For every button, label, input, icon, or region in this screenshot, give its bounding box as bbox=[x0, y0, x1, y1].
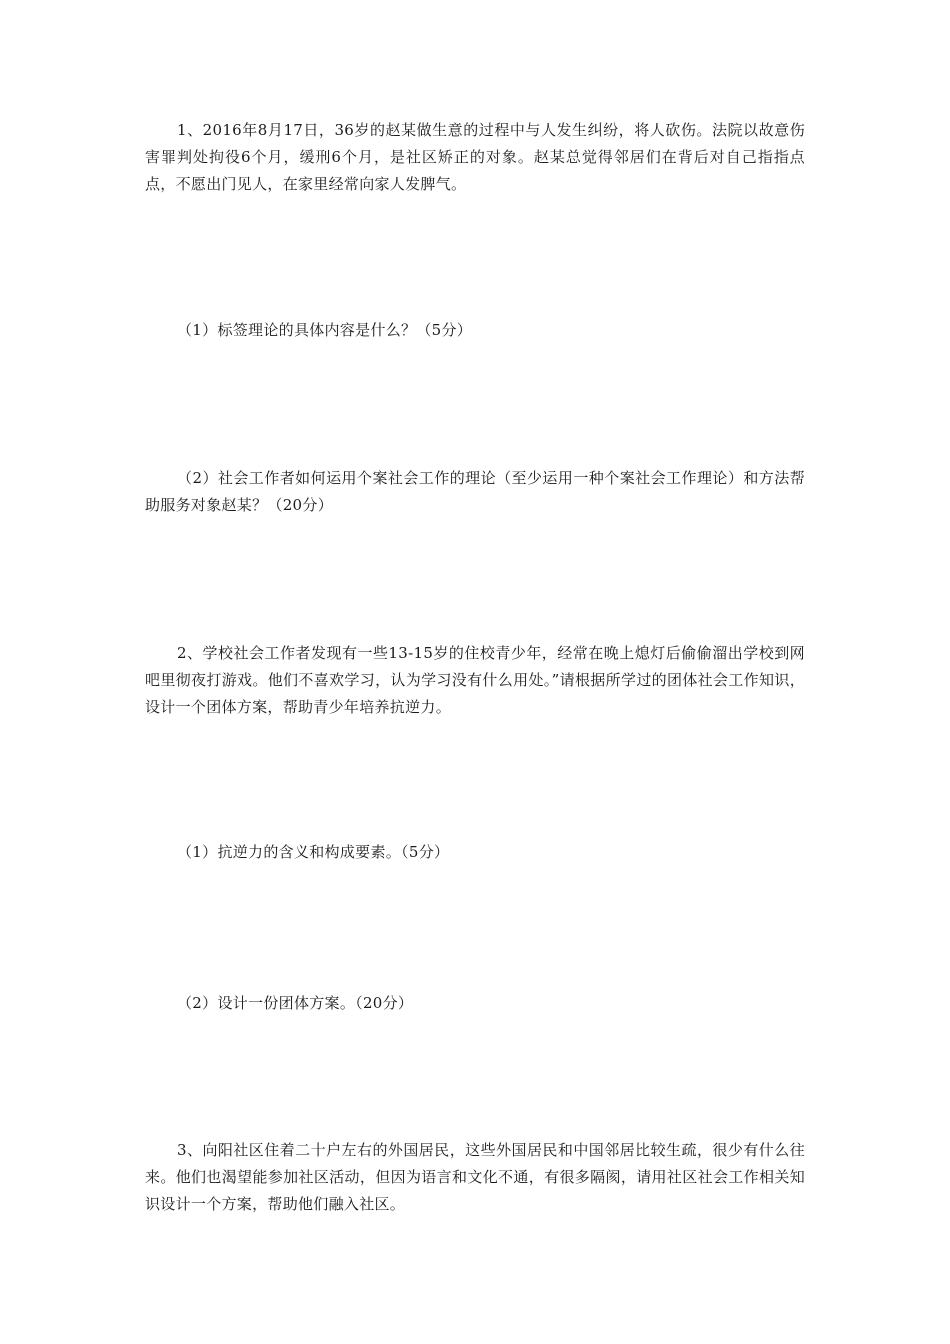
question-2-sub-1: （1）抗逆力的含义和构成要素。（5分） bbox=[177, 843, 450, 861]
question-3-text: 3、向阳社区住着二十户左右的外国居民，这些外国居民和中国邻居比较生疏，很少有什么往来。他们也渴望能参加社区活动，但因为语言和文化不通，有很多隔阂，请用社区社会工作相关知识设计一个方案，帮助他们融入社区。 bbox=[145, 1141, 805, 1213]
question-1-sub-2: （2）社会工作者如何运用个案社会工作的理论（至少运用一种个案社会工作理论）和方法帮助服务对象赵某？（20分） bbox=[145, 469, 805, 514]
question-2-text: 2、学校社会工作者发现有一些13-15岁的住校青少年，经常在晚上熄灯后偷偷溜出学校到网吧里彻夜打游戏。他们不喜欢学习，认为学习没有什么用处。”请根据所学过的团体社会工作知识，设计一个团体方案，帮助青少年培养抗逆力。 bbox=[145, 644, 805, 716]
question-1-sub-1: （1）标签理论的具体内容是什么？（5分） bbox=[177, 321, 473, 339]
question-2-sub-2: （2）设计一份团体方案。（20分） bbox=[177, 994, 414, 1012]
question-1-text: 1、2016年8月17日，36岁的赵某做生意的过程中与人发生纠纷，将人砍伤。法院以故意伤害罪判处拘役6个月，缓刑6个月，是社区矫正的对象。赵某总觉得邻居们在背后对自己指指点点，不愿出门见人，在家里经常向家人发脾气。 bbox=[145, 121, 805, 193]
